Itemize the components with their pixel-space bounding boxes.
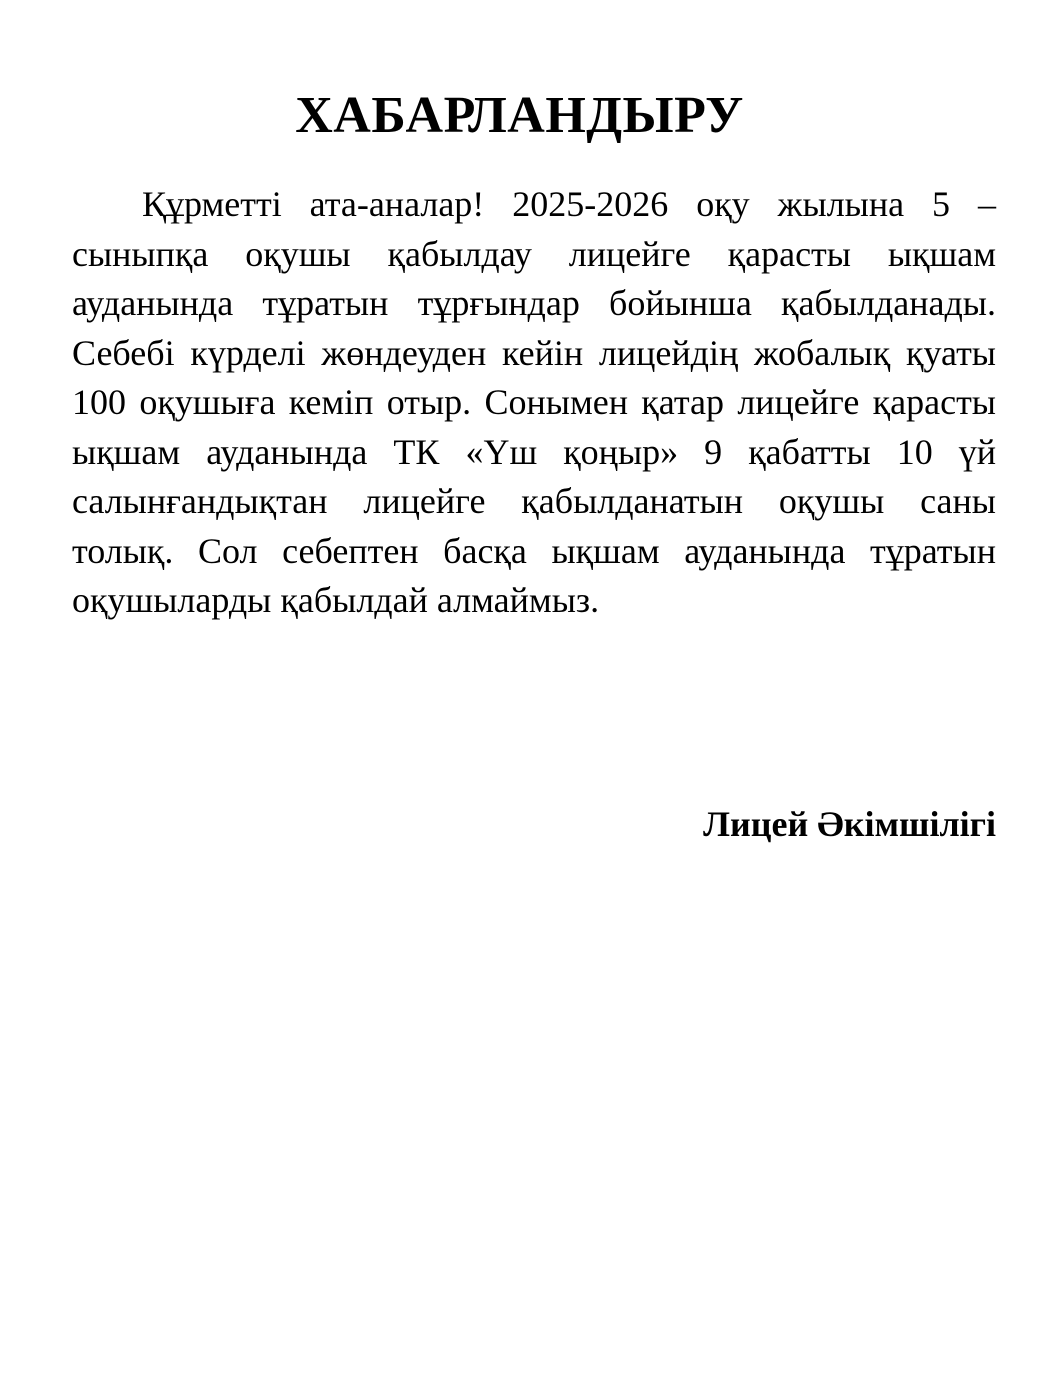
signature: Лицей Әкімшілігі: [703, 804, 996, 844]
announcement-body: Құрметті ата-аналар! 2025-2026 оқу жылына 5 – сыныпқа оқушы қабылдау лицейге қарасты ықшам ауданында тұратын тұрғындар бойынша қабылданады. Себебі күрделі жөндеуден кейін лицейдің жобалық қуаты 100 оқушыға кеміп отыр. Сонымен қатар лицейге қарасты ықшам ауданында ТК «Үш қоңыр» 9 қабатты 10 үй салынғандықтан лицейге қабылданатын оқушы саны толық. Сол себептен басқа ықшам ауданында тұратын оқушыларды қабылдай алмаймыз.: [72, 184, 996, 620]
document-title: ХАБАРЛАНДЫРУ: [295, 87, 744, 144]
